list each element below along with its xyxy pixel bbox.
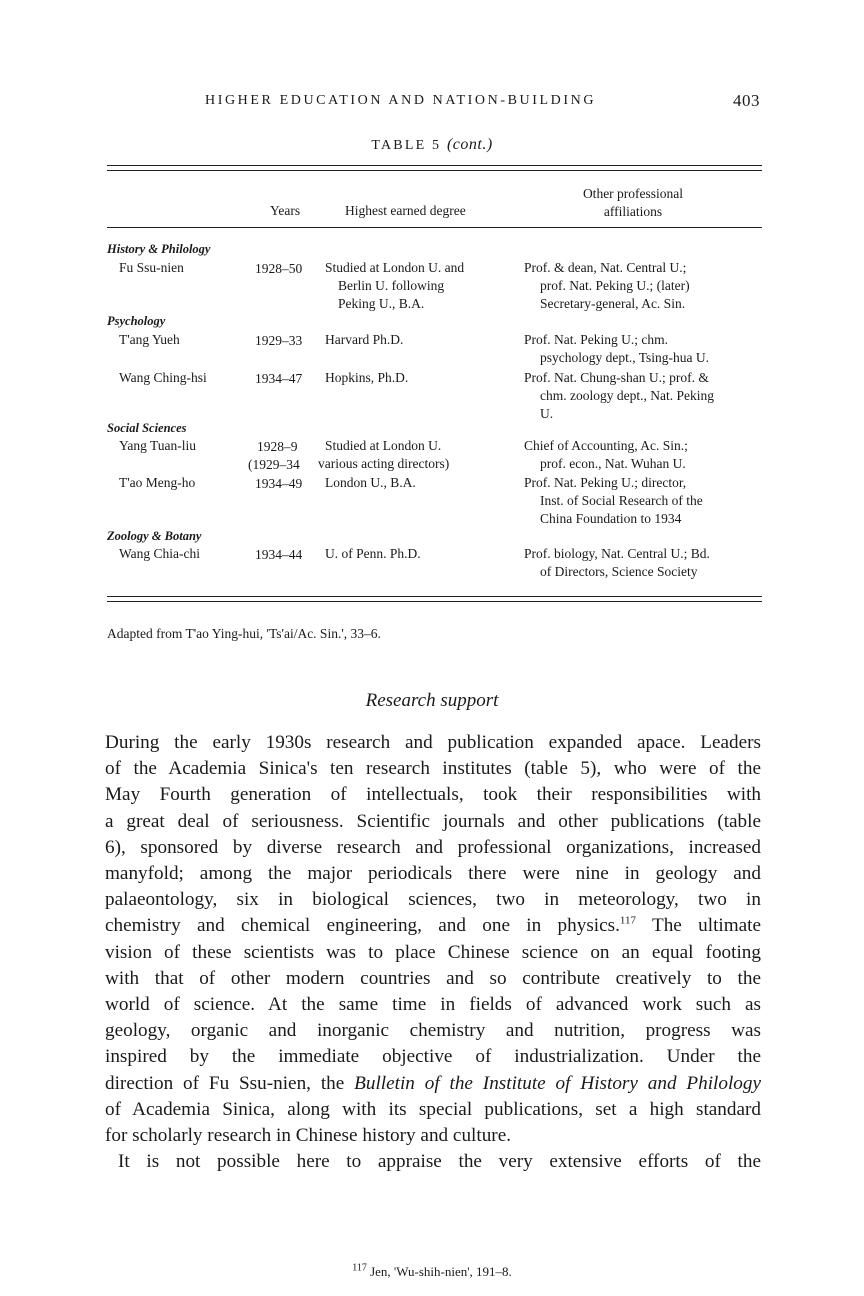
degree-cell: [325, 474, 525, 492]
col-header-degree: Highest earned degree: [345, 203, 466, 218]
footnote-number: 117: [352, 1262, 367, 1274]
affiliation-line: China Foundation to 1934: [540, 511, 682, 526]
degree-line: Berlin U. following: [338, 278, 445, 293]
running-head: [205, 93, 760, 115]
affiliation-line: Prof. biology, Nat. Central U.; Bd.: [524, 546, 710, 561]
person-name: Wang Chia-chi: [119, 546, 201, 561]
col-header-affiliations-line1: Other professional: [582, 186, 684, 201]
footnote: [0, 1264, 864, 1280]
affiliation-line: of Directors, Science Society: [540, 564, 698, 579]
footnote-text: Jen, 'Wu-shih-nien', 191–8.: [370, 1264, 512, 1279]
text-segment: chemistry and chemical engineering, and one in physics.: [105, 915, 620, 937]
affiliations-cell: [524, 474, 769, 528]
affiliation-line: Inst. of Social Research of the: [540, 493, 703, 508]
affiliation-line: Prof. Nat. Chung-shan U.; prof. &: [524, 370, 709, 385]
years-cell: 1929–33: [255, 333, 303, 348]
table-caption-label: TABLE 5: [371, 138, 442, 153]
affiliations-cell: [524, 331, 769, 367]
years-cell: (1929–34: [248, 457, 300, 472]
text-line: with that of other modern countries and so contribute creatively to the: [105, 967, 761, 989]
text-line: [105, 913, 761, 939]
degree-line: London U., B.A.: [325, 475, 416, 490]
category-label: History & Philology: [107, 242, 211, 256]
affiliations-cell: [524, 545, 769, 581]
affiliation-line: Prof. Nat. Peking U.; director,: [524, 475, 687, 490]
affiliation-line: Chief of Accounting, Ac. Sin.;: [524, 438, 688, 453]
affiliation-line: psychology dept., Tsing-hua U.: [540, 350, 710, 365]
table-top-rule-1: [107, 165, 762, 166]
person-name: Wang Ching-hsi: [119, 370, 207, 385]
category-label: Social Sciences: [107, 421, 187, 435]
page-number: 403: [733, 91, 760, 110]
text-segment: The ultimate: [636, 915, 762, 937]
text-line: vision of these scientists was to place Chinese science on an equal footing: [105, 941, 761, 963]
category-label: Zoology & Botany: [107, 529, 202, 543]
affiliation-line: chm. zoology dept., Nat. Peking: [540, 388, 714, 403]
section-heading: Research support: [365, 690, 499, 711]
affiliation-line: Secretary-general, Ac. Sin.: [540, 296, 686, 311]
affiliation-line: U.: [540, 406, 554, 421]
col-header-years: Years: [270, 203, 301, 218]
text-segment: direction of Fu Ssu-nien, the: [105, 1072, 355, 1094]
degree-line: Studied at London U.: [325, 438, 442, 453]
degree-cell: [325, 545, 525, 563]
text-line: world of science. At the same time in fields of advanced work such as: [105, 994, 761, 1016]
table-header-rule: [107, 227, 762, 228]
degree-cell: [325, 259, 525, 313]
category-label: Psychology: [107, 314, 166, 328]
affiliations-cell: [524, 259, 769, 313]
table-caption: [0, 136, 864, 154]
text-line: During the early 1930s research and publication expanded apace. Leaders: [105, 732, 761, 753]
text-line: manyfold; among the major periodicals there were nine in geology and: [105, 863, 761, 885]
text-line: May Fourth generation of intellectuals, took their responsibilities with: [105, 784, 761, 806]
table-top-rule-2: [107, 170, 762, 171]
running-title: HIGHER EDUCATION AND NATION-BUILDING: [205, 93, 597, 108]
person-name: T'ao Meng-ho: [119, 475, 196, 490]
degree-line: various acting directors): [318, 456, 450, 471]
text-line: geology, organic and inorganic chemistry and nutrition, progress was: [105, 1020, 761, 1042]
degree-line: Peking U., B.A.: [338, 296, 425, 311]
affiliation-line: Prof. Nat. Peking U.; chm.: [524, 332, 668, 347]
years-cell: 1928–50: [255, 261, 303, 276]
years-cell: 1934–49: [255, 476, 303, 491]
footnote-reference: 117: [619, 915, 637, 928]
years-cell: 1928–9: [257, 439, 298, 454]
affiliation-line: Prof. & dean, Nat. Central U.;: [524, 260, 687, 275]
text-line: a great deal of seriousness. Scientific journals and other publications (table: [105, 810, 761, 832]
years-cell: 1934–47: [255, 371, 303, 386]
table-source-note: Adapted from T'ao Ying-hui, 'Ts'ai/Ac. Sin.', 33–6.: [107, 626, 381, 641]
affiliations-cell: [524, 369, 769, 423]
publication-title: Bulletin of the Institute of History and Philology: [354, 1072, 761, 1094]
table-bottom-rule-1: [107, 596, 762, 597]
paragraph: [105, 1149, 761, 1175]
text-line: 6), sponsored by diverse research and professional organizations, increased: [105, 836, 761, 858]
degree-line: Hopkins, Ph.D.: [325, 370, 409, 385]
person-name: Fu Ssu-nien: [119, 260, 184, 275]
affiliation-line: prof. Nat. Peking U.; (later): [540, 278, 690, 293]
text-line: for scholarly research in Chinese history and culture.: [105, 1125, 512, 1147]
col-header-affiliations: [523, 185, 743, 221]
text-line: [105, 1071, 761, 1097]
body-text: [105, 730, 761, 1175]
degree-cell: [325, 369, 525, 387]
text-line: palaeontology, six in biological sciences, two in meteorology, two in: [105, 889, 761, 911]
table-caption-cont: (cont.): [446, 136, 493, 153]
col-header-affiliations-line2: affiliations: [603, 204, 663, 219]
degree-line: Studied at London U. and: [325, 260, 465, 275]
table-bottom-rule-2: [107, 601, 762, 602]
text-line: of the Academia Sinica's ten research institutes (table 5), who were of the: [105, 758, 761, 780]
degree-cell: [325, 331, 525, 349]
paragraph: [105, 730, 761, 1149]
degree-line: U. of Penn. Ph.D.: [325, 546, 421, 561]
person-name: Yang Tuan-liu: [119, 438, 197, 453]
person-name: T'ang Yueh: [119, 332, 180, 347]
years-cell: 1934–44: [255, 547, 303, 562]
text-line: of Academia Sinica, along with its special publications, set a high standard: [105, 1098, 761, 1120]
degree-line: Harvard Ph.D.: [325, 332, 404, 347]
text-line: inspired by the immediate objective of industrialization. Under the: [105, 1046, 761, 1068]
affiliation-line: prof. econ., Nat. Wuhan U.: [540, 456, 686, 471]
affiliations-cell: [524, 437, 769, 473]
text-line: It is not possible here to appraise the very extensive efforts of the: [118, 1151, 761, 1173]
degree-cell: [318, 437, 525, 473]
